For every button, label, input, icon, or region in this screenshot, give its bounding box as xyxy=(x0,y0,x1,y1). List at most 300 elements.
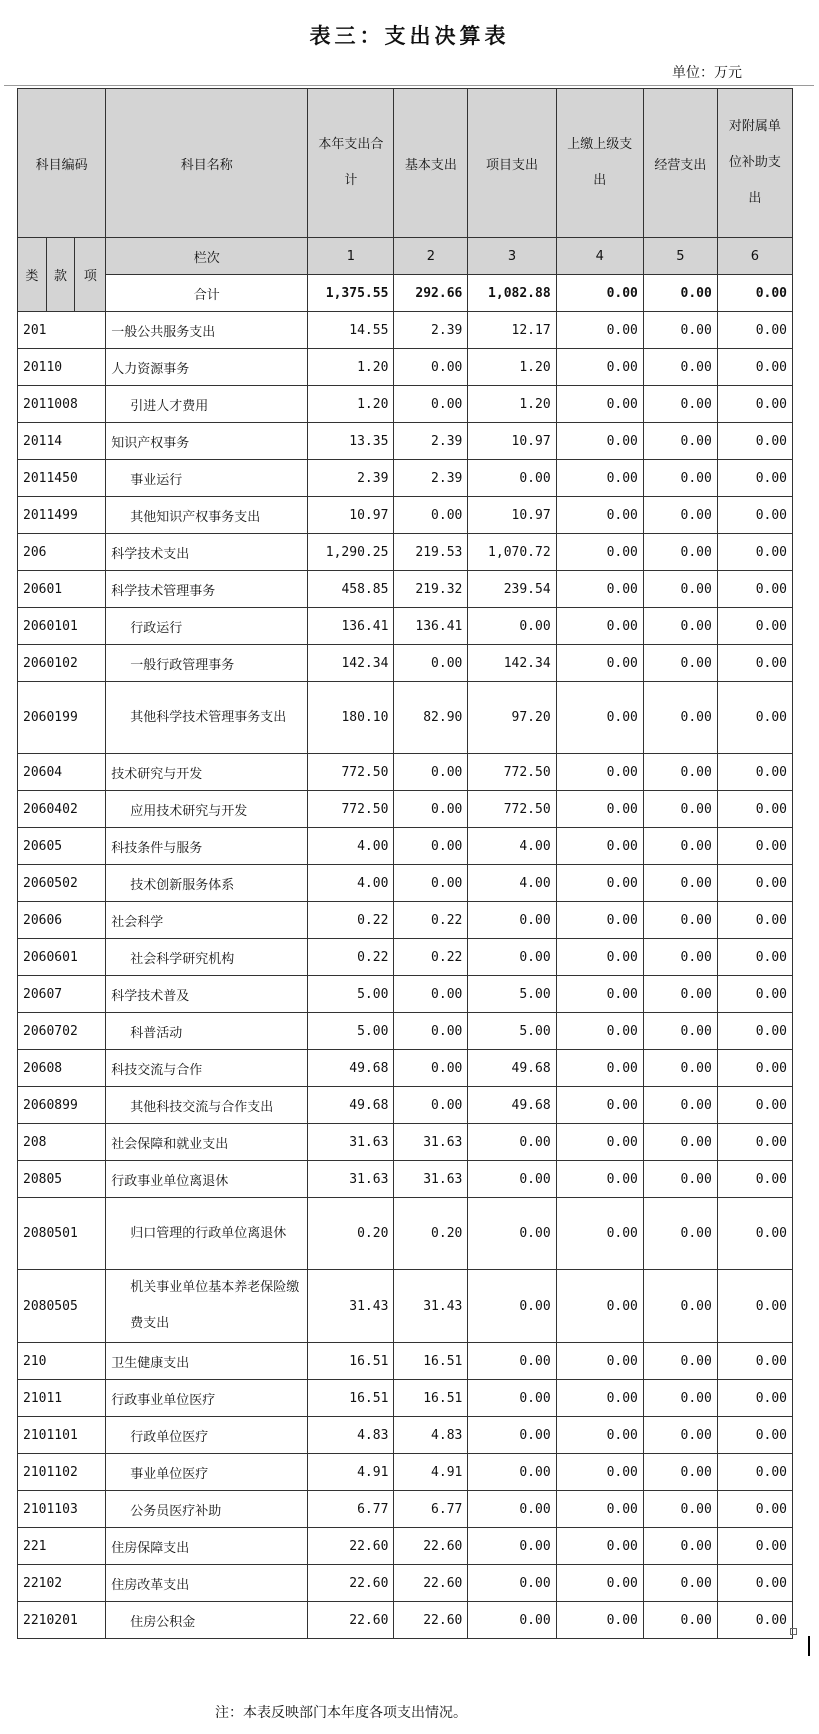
row-value: 142.34 xyxy=(308,645,394,682)
table-row xyxy=(18,386,793,423)
table-row xyxy=(18,754,793,791)
row-name: 科普活动 xyxy=(106,1013,308,1050)
header-basic: 基本支出 xyxy=(394,89,468,238)
row-name: 技术研究与开发 xyxy=(106,754,308,791)
col-num: 3 xyxy=(468,238,556,275)
row-code: 2060402 xyxy=(18,791,106,828)
row-value: 31.63 xyxy=(308,1161,394,1198)
row-value: 0.00 xyxy=(717,791,792,828)
row-name: 技术创新服务体系 xyxy=(106,865,308,902)
row-value: 0.00 xyxy=(556,608,643,645)
row-code: 208 xyxy=(18,1124,106,1161)
row-value: 0.00 xyxy=(643,828,717,865)
table-row xyxy=(18,902,793,939)
row-value: 0.00 xyxy=(556,828,643,865)
row-name: 机关事业单位基本养老保险缴费支出 xyxy=(106,1270,308,1343)
row-value: 0.00 xyxy=(556,1454,643,1491)
row-name: 科技交流与合作 xyxy=(106,1050,308,1087)
row-value: 31.43 xyxy=(308,1270,394,1343)
table-end-marker xyxy=(790,1628,797,1635)
row-value: 12.17 xyxy=(468,312,556,349)
row-value: 0.00 xyxy=(717,1380,792,1417)
row-value: 22.60 xyxy=(308,1565,394,1602)
row-value: 5.00 xyxy=(468,1013,556,1050)
row-value: 5.00 xyxy=(308,1013,394,1050)
row-name: 科学技术管理事务 xyxy=(106,571,308,608)
row-name: 其他知识产权事务支出 xyxy=(106,497,308,534)
row-value: 0.00 xyxy=(643,902,717,939)
table-row xyxy=(18,312,793,349)
row-value: 0.00 xyxy=(556,534,643,571)
row-value: 0.00 xyxy=(556,754,643,791)
row-value: 0.00 xyxy=(468,1528,556,1565)
col-num: 6 xyxy=(717,238,792,275)
row-value: 0.00 xyxy=(643,1050,717,1087)
header-project: 项目支出 xyxy=(468,89,556,238)
row-name: 住房保障支出 xyxy=(106,1528,308,1565)
row-code: 2060502 xyxy=(18,865,106,902)
row-name: 住房公积金 xyxy=(106,1602,308,1639)
row-code: 206 xyxy=(18,534,106,571)
row-value: 0.00 xyxy=(468,1380,556,1417)
row-value: 0.00 xyxy=(468,1454,556,1491)
row-code: 2060601 xyxy=(18,939,106,976)
row-name: 公务员医疗补助 xyxy=(106,1491,308,1528)
row-name: 一般行政管理事务 xyxy=(106,645,308,682)
row-value: 180.10 xyxy=(308,682,394,754)
row-value: 0.00 xyxy=(556,976,643,1013)
row-value: 0.00 xyxy=(643,1343,717,1380)
row-value: 0.00 xyxy=(643,1454,717,1491)
row-value: 0.00 xyxy=(643,312,717,349)
row-value: 0.00 xyxy=(643,791,717,828)
row-code: 20608 xyxy=(18,1050,106,1087)
row-value: 0.00 xyxy=(717,460,792,497)
table-row xyxy=(18,791,793,828)
table-row xyxy=(18,1161,793,1198)
table-row xyxy=(18,1565,793,1602)
row-value: 219.53 xyxy=(394,534,468,571)
row-value: 0.22 xyxy=(394,939,468,976)
row-value: 22.60 xyxy=(308,1602,394,1639)
row-name: 事业运行 xyxy=(106,460,308,497)
row-value: 31.63 xyxy=(394,1124,468,1161)
row-value: 49.68 xyxy=(308,1050,394,1087)
row-value: 0.00 xyxy=(643,460,717,497)
row-value: 0.00 xyxy=(643,1491,717,1528)
row-name: 科技条件与服务 xyxy=(106,828,308,865)
row-name: 引进人才费用 xyxy=(106,386,308,423)
header-subsidy: 对附属单位补助支出 xyxy=(717,89,792,238)
col-num: 2 xyxy=(394,238,468,275)
row-value: 772.50 xyxy=(468,791,556,828)
row-value: 0.00 xyxy=(643,1124,717,1161)
row-name: 科学技术普及 xyxy=(106,976,308,1013)
table-row xyxy=(18,1198,793,1270)
row-value: 0.00 xyxy=(556,1270,643,1343)
row-name: 一般公共服务支出 xyxy=(106,312,308,349)
row-value: 0.00 xyxy=(717,754,792,791)
row-value: 0.00 xyxy=(643,1565,717,1602)
row-value: 0.00 xyxy=(468,1565,556,1602)
row-value: 14.55 xyxy=(308,312,394,349)
row-name: 归口管理的行政单位离退休 xyxy=(106,1198,308,1270)
row-value: 0.00 xyxy=(468,1491,556,1528)
row-name: 行政事业单位离退休 xyxy=(106,1161,308,1198)
row-value: 0.00 xyxy=(394,386,468,423)
row-value: 0.00 xyxy=(717,1454,792,1491)
row-code: 221 xyxy=(18,1528,106,1565)
header-row xyxy=(18,89,793,238)
row-value: 239.54 xyxy=(468,571,556,608)
row-value: 0.00 xyxy=(717,865,792,902)
row-name: 事业单位医疗 xyxy=(106,1454,308,1491)
row-value: 0.00 xyxy=(468,1198,556,1270)
row-value: 0.00 xyxy=(394,754,468,791)
row-code: 20607 xyxy=(18,976,106,1013)
row-value: 0.00 xyxy=(717,1270,792,1343)
row-value: 5.00 xyxy=(468,976,556,1013)
row-value: 0.20 xyxy=(394,1198,468,1270)
row-name: 其他科技交流与合作支出 xyxy=(106,1087,308,1124)
table-row xyxy=(18,1343,793,1380)
row-value: 0.00 xyxy=(556,1565,643,1602)
total-value: 1,082.88 xyxy=(468,275,556,312)
row-value: 49.68 xyxy=(308,1087,394,1124)
row-value: 0.00 xyxy=(717,939,792,976)
row-value: 772.50 xyxy=(308,791,394,828)
row-value: 4.00 xyxy=(468,828,556,865)
row-value: 0.00 xyxy=(717,976,792,1013)
row-value: 31.43 xyxy=(394,1270,468,1343)
table-row xyxy=(18,828,793,865)
row-value: 0.00 xyxy=(643,645,717,682)
row-value: 772.50 xyxy=(308,754,394,791)
table-row xyxy=(18,460,793,497)
row-value: 0.00 xyxy=(556,682,643,754)
header-kuan: 款 xyxy=(46,238,75,312)
row-code: 20110 xyxy=(18,349,106,386)
table-row xyxy=(18,976,793,1013)
row-value: 0.00 xyxy=(717,1343,792,1380)
row-value: 0.00 xyxy=(717,1124,792,1161)
row-value: 0.00 xyxy=(717,312,792,349)
row-value: 0.00 xyxy=(394,349,468,386)
row-value: 0.00 xyxy=(717,1087,792,1124)
row-value: 0.00 xyxy=(394,828,468,865)
row-value: 0.00 xyxy=(643,349,717,386)
row-value: 0.00 xyxy=(556,645,643,682)
row-code: 2011450 xyxy=(18,460,106,497)
row-value: 0.00 xyxy=(556,1124,643,1161)
row-value: 0.00 xyxy=(717,1528,792,1565)
row-value: 0.00 xyxy=(556,1087,643,1124)
row-value: 1.20 xyxy=(468,349,556,386)
total-value: 292.66 xyxy=(394,275,468,312)
row-name: 行政运行 xyxy=(106,608,308,645)
row-value: 22.60 xyxy=(394,1565,468,1602)
row-value: 0.00 xyxy=(556,349,643,386)
row-value: 0.00 xyxy=(643,1602,717,1639)
row-value: 0.00 xyxy=(643,865,717,902)
row-value: 0.00 xyxy=(394,791,468,828)
row-value: 13.35 xyxy=(308,423,394,460)
row-code: 21011 xyxy=(18,1380,106,1417)
row-code: 2060199 xyxy=(18,682,106,754)
row-value: 0.00 xyxy=(556,939,643,976)
total-label: 合计 xyxy=(106,275,308,312)
table-row xyxy=(18,423,793,460)
row-value: 0.00 xyxy=(468,1270,556,1343)
row-value: 82.90 xyxy=(394,682,468,754)
row-value: 1,070.72 xyxy=(468,534,556,571)
table-row xyxy=(18,1454,793,1491)
row-value: 0.00 xyxy=(468,608,556,645)
row-value: 0.00 xyxy=(556,1602,643,1639)
row-value: 0.00 xyxy=(556,902,643,939)
row-value: 0.00 xyxy=(717,571,792,608)
row-value: 0.00 xyxy=(643,1013,717,1050)
row-code: 20805 xyxy=(18,1161,106,1198)
row-value: 10.97 xyxy=(468,497,556,534)
row-value: 0.00 xyxy=(394,497,468,534)
row-value: 0.00 xyxy=(717,1013,792,1050)
row-code: 2101102 xyxy=(18,1454,106,1491)
row-value: 0.00 xyxy=(717,1161,792,1198)
header-lanci: 栏次 xyxy=(106,238,308,275)
row-code: 2060899 xyxy=(18,1087,106,1124)
row-value: 0.00 xyxy=(643,534,717,571)
total-value: 0.00 xyxy=(717,275,792,312)
divider xyxy=(4,85,814,86)
row-value: 0.00 xyxy=(717,1491,792,1528)
row-value: 0.00 xyxy=(556,497,643,534)
row-value: 0.00 xyxy=(468,1602,556,1639)
row-value: 772.50 xyxy=(468,754,556,791)
row-value: 6.77 xyxy=(394,1491,468,1528)
row-value: 0.00 xyxy=(556,423,643,460)
row-value: 142.34 xyxy=(468,645,556,682)
unit-label: 单位：万元 xyxy=(672,65,742,81)
row-value: 0.00 xyxy=(394,1050,468,1087)
row-value: 0.00 xyxy=(394,645,468,682)
table-row xyxy=(18,1270,793,1343)
header-lei: 类 xyxy=(18,238,47,312)
row-value: 0.00 xyxy=(556,865,643,902)
table-title: 表三：支出决算表 xyxy=(309,23,510,48)
row-value: 0.00 xyxy=(643,1417,717,1454)
row-value: 4.00 xyxy=(308,865,394,902)
row-value: 0.00 xyxy=(556,1417,643,1454)
table-row xyxy=(18,939,793,976)
row-value: 0.00 xyxy=(394,1013,468,1050)
total-value: 1,375.55 xyxy=(308,275,394,312)
row-value: 16.51 xyxy=(308,1380,394,1417)
row-value: 0.00 xyxy=(643,1528,717,1565)
row-value: 0.00 xyxy=(468,902,556,939)
row-code: 2011008 xyxy=(18,386,106,423)
total-value: 0.00 xyxy=(556,275,643,312)
table-row xyxy=(18,1602,793,1639)
row-value: 0.00 xyxy=(643,1380,717,1417)
row-value: 0.00 xyxy=(717,828,792,865)
row-value: 0.00 xyxy=(717,497,792,534)
table-row xyxy=(18,1528,793,1565)
row-value: 0.00 xyxy=(643,976,717,1013)
row-value: 0.00 xyxy=(643,1161,717,1198)
row-value: 0.00 xyxy=(468,939,556,976)
row-value: 0.00 xyxy=(556,1013,643,1050)
row-value: 0.20 xyxy=(308,1198,394,1270)
row-code: 2080501 xyxy=(18,1198,106,1270)
row-value: 0.00 xyxy=(556,1491,643,1528)
row-code: 20604 xyxy=(18,754,106,791)
row-code: 2060102 xyxy=(18,645,106,682)
table-row xyxy=(18,1050,793,1087)
row-value: 0.00 xyxy=(717,1417,792,1454)
header-business: 经营支出 xyxy=(643,89,717,238)
row-value: 0.00 xyxy=(643,386,717,423)
row-code: 2060101 xyxy=(18,608,106,645)
table-row xyxy=(18,349,793,386)
row-value: 4.83 xyxy=(394,1417,468,1454)
row-value: 4.83 xyxy=(308,1417,394,1454)
footnote: 注：本表反映部门本年度各项支出情况。 xyxy=(215,1705,467,1721)
table-row xyxy=(18,608,793,645)
row-name: 社会保障和就业支出 xyxy=(106,1124,308,1161)
row-value: 2.39 xyxy=(394,460,468,497)
row-value: 0.22 xyxy=(394,902,468,939)
table-row xyxy=(18,1087,793,1124)
row-value: 136.41 xyxy=(308,608,394,645)
row-name: 行政事业单位医疗 xyxy=(106,1380,308,1417)
row-value: 0.00 xyxy=(717,1050,792,1087)
table-row xyxy=(18,497,793,534)
row-value: 0.00 xyxy=(643,939,717,976)
row-value: 0.00 xyxy=(717,608,792,645)
row-value: 0.00 xyxy=(643,1198,717,1270)
row-value: 0.00 xyxy=(643,754,717,791)
row-value: 2.39 xyxy=(394,312,468,349)
row-value: 0.00 xyxy=(643,1270,717,1343)
table-row xyxy=(18,571,793,608)
row-code: 20606 xyxy=(18,902,106,939)
row-value: 0.00 xyxy=(556,1198,643,1270)
row-value: 1.20 xyxy=(468,386,556,423)
table-row xyxy=(18,645,793,682)
table-row xyxy=(18,1491,793,1528)
row-value: 0.00 xyxy=(717,423,792,460)
row-value: 0.00 xyxy=(394,976,468,1013)
header-upper: 上缴上级支出 xyxy=(556,89,643,238)
row-value: 97.20 xyxy=(468,682,556,754)
row-value: 0.22 xyxy=(308,939,394,976)
row-value: 0.00 xyxy=(556,571,643,608)
row-value: 16.51 xyxy=(394,1343,468,1380)
row-code: 20601 xyxy=(18,571,106,608)
row-value: 136.41 xyxy=(394,608,468,645)
row-value: 31.63 xyxy=(394,1161,468,1198)
row-value: 2.39 xyxy=(308,460,394,497)
row-value: 0.00 xyxy=(556,1343,643,1380)
row-code: 22102 xyxy=(18,1565,106,1602)
row-value: 0.00 xyxy=(717,1198,792,1270)
row-name: 知识产权事务 xyxy=(106,423,308,460)
total-row xyxy=(18,275,793,312)
row-code: 2210201 xyxy=(18,1602,106,1639)
row-value: 0.00 xyxy=(468,1161,556,1198)
row-value: 0.00 xyxy=(717,534,792,571)
row-value: 2.39 xyxy=(394,423,468,460)
column-number-row xyxy=(18,238,793,275)
table-row xyxy=(18,865,793,902)
table-row xyxy=(18,682,793,754)
row-value: 0.00 xyxy=(556,1161,643,1198)
col-num: 4 xyxy=(556,238,643,275)
row-value: 0.00 xyxy=(556,386,643,423)
row-code: 2101101 xyxy=(18,1417,106,1454)
row-name: 人力资源事务 xyxy=(106,349,308,386)
row-name: 社会科学 xyxy=(106,902,308,939)
row-name: 卫生健康支出 xyxy=(106,1343,308,1380)
row-name: 应用技术研究与开发 xyxy=(106,791,308,828)
row-value: 0.00 xyxy=(643,1087,717,1124)
row-value: 0.00 xyxy=(717,902,792,939)
row-name: 住房改革支出 xyxy=(106,1565,308,1602)
row-value: 4.91 xyxy=(394,1454,468,1491)
header-xiang: 项 xyxy=(75,238,106,312)
row-value: 0.00 xyxy=(717,1602,792,1639)
row-code: 20114 xyxy=(18,423,106,460)
row-value: 16.51 xyxy=(394,1380,468,1417)
row-value: 22.60 xyxy=(394,1602,468,1639)
header-code: 科目编码 xyxy=(18,89,106,238)
table-row xyxy=(18,1380,793,1417)
header-total: 本年支出合计 xyxy=(308,89,394,238)
row-value: 6.77 xyxy=(308,1491,394,1528)
col-num: 1 xyxy=(308,238,394,275)
row-value: 0.00 xyxy=(394,1087,468,1124)
row-code: 20605 xyxy=(18,828,106,865)
col-num: 5 xyxy=(643,238,717,275)
row-code: 201 xyxy=(18,312,106,349)
row-value: 0.00 xyxy=(394,865,468,902)
row-value: 0.00 xyxy=(717,645,792,682)
row-value: 0.00 xyxy=(643,497,717,534)
row-value: 1.20 xyxy=(308,386,394,423)
row-value: 0.00 xyxy=(556,312,643,349)
row-value: 0.00 xyxy=(468,1343,556,1380)
row-value: 0.00 xyxy=(643,571,717,608)
row-value: 22.60 xyxy=(394,1528,468,1565)
row-value: 1,290.25 xyxy=(308,534,394,571)
row-value: 0.00 xyxy=(643,682,717,754)
row-value: 4.91 xyxy=(308,1454,394,1491)
row-value: 49.68 xyxy=(468,1087,556,1124)
row-value: 0.00 xyxy=(717,1565,792,1602)
row-value: 10.97 xyxy=(468,423,556,460)
row-value: 219.32 xyxy=(394,571,468,608)
row-value: 0.00 xyxy=(717,386,792,423)
row-value: 4.00 xyxy=(468,865,556,902)
row-value: 0.00 xyxy=(717,349,792,386)
row-value: 0.00 xyxy=(468,1124,556,1161)
row-value: 49.68 xyxy=(468,1050,556,1087)
row-name: 其他科学技术管理事务支出 xyxy=(106,682,308,754)
row-name: 科学技术支出 xyxy=(106,534,308,571)
header-name: 科目名称 xyxy=(106,89,308,238)
row-code: 2080505 xyxy=(18,1270,106,1343)
